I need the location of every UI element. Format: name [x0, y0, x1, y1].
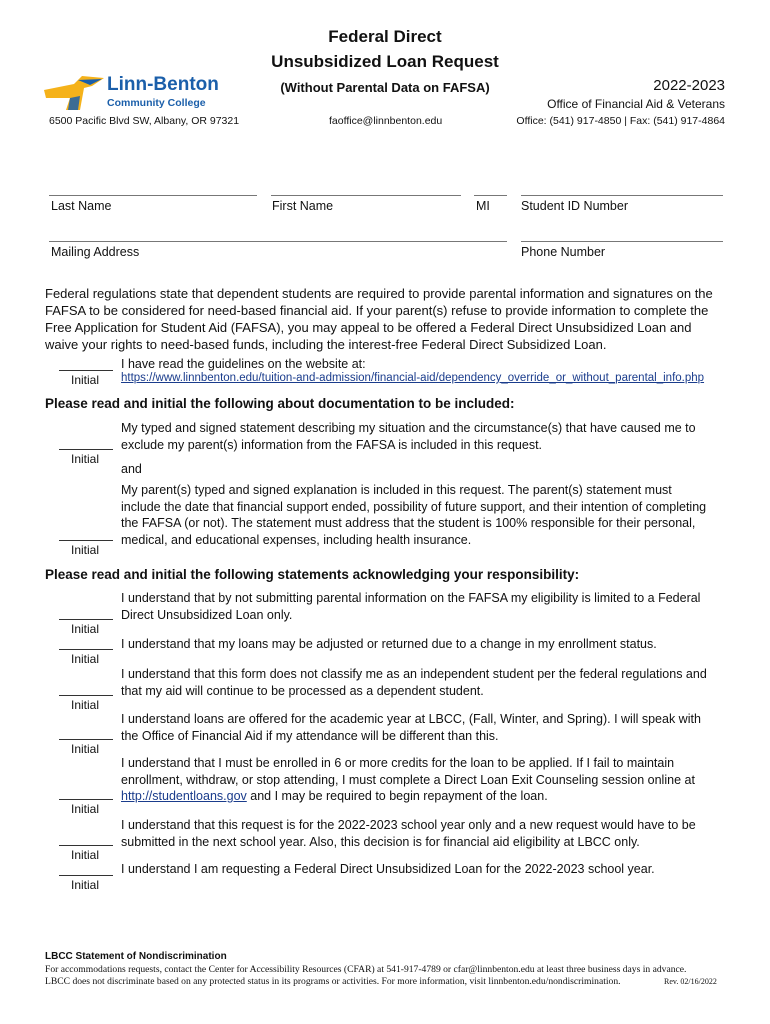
statement-line: I understand that this form does not classify me as an independent student per the federal regulations and	[121, 667, 707, 681]
mailing-address-line[interactable]	[49, 241, 507, 242]
revision-date: Rev. 02/16/2022	[664, 977, 717, 986]
initial-label: Initial	[71, 622, 100, 636]
statement-line: submitted in the next school year. Also, this decision is for financial aid eligibility at LBCC only.	[121, 834, 640, 849]
statement-line: enrollment, withdraw, or stop attending, I must complete a Direct Loan Exit Counseling session online at	[121, 772, 695, 787]
statement-line: I understand that by not submitting parental information on the FAFSA my eligibility is limited to a Federal	[121, 591, 701, 605]
logo-name: Linn-Benton	[107, 74, 219, 95]
initial-label: Initial	[71, 373, 100, 387]
phone-line[interactable]	[521, 241, 723, 242]
first-name-label: First Name	[272, 199, 334, 213]
doc-item-line: medical, and educational expenses, including health insurance.	[121, 532, 472, 547]
initial-line-s3[interactable]	[59, 695, 113, 696]
initial-label: Initial	[71, 878, 100, 892]
doc-item-line: include the date that financial support ended, possibility of future support, and their intention of completing	[121, 499, 707, 514]
statement-4	[121, 711, 731, 744]
statement-line: I understand that this request is for the 2022-2023 school year only and a new request would have to be	[121, 818, 696, 832]
guidelines-link[interactable]: https://www.linnbenton.edu/tuition-and-admission/financial-aid/dependency_override_or_without_parental_info.php	[121, 372, 705, 384]
statement-line: I understand that I must be enrolled in 6 or more credits for the loan to be applied. If I fail to maintain	[121, 756, 675, 770]
initial-label: Initial	[71, 802, 100, 816]
initial-line-s6[interactable]	[59, 845, 113, 846]
initial-label: Initial	[71, 543, 100, 557]
statement-line-rest: and I may be required to begin repayment of the loan.	[246, 789, 548, 803]
first-name-line[interactable]	[271, 195, 461, 196]
statement-2: I understand that my loans may be adjusted or returned due to a change in my enrollment status.	[121, 637, 657, 651]
statement-line	[121, 788, 731, 805]
statement-1	[121, 590, 731, 623]
initial-line-s7[interactable]	[59, 875, 113, 876]
initial-line-doc2[interactable]	[59, 540, 113, 541]
student-id-line[interactable]	[521, 195, 723, 196]
guidelines-text: I have read the guidelines on the website at:	[121, 357, 366, 371]
and-text: and	[121, 462, 142, 476]
studentloans-link[interactable]: http://studentloans.gov	[121, 789, 247, 803]
statement-3	[121, 666, 731, 699]
statement-line: Direct Unsubsidized Loan only.	[121, 607, 293, 622]
form-title-line1: Federal Direct	[328, 27, 442, 46]
footer-heading: LBCC Statement of Nondiscrimination	[45, 951, 227, 962]
footer-line1: For accommodations requests, contact the Center for Accessibility Resources (CFAR) at 541-917-4789 or cfar@linnbenton.edu at least three business days in advance.	[45, 964, 687, 975]
initial-line-s1[interactable]	[59, 619, 113, 620]
phone-label: Phone Number	[521, 245, 606, 259]
doc-item-line: exclude my parent(s) information from the FAFSA is included in this request.	[121, 437, 543, 452]
section1-heading: Please read and initial the following about documentation to be included:	[45, 396, 515, 411]
office-name: Office of Financial Aid & Veterans	[547, 97, 725, 111]
doc-item-line: My typed and signed statement describing my situation and the circumstance(s) that have caused me to	[121, 421, 696, 435]
intro-line: waive your rights to need-based funds, including the interest-free Federal Direct Subsidized Loan.	[45, 337, 607, 352]
initial-label: Initial	[71, 652, 100, 666]
statement-line: that my aid will continue to be processed as a dependent student.	[121, 683, 484, 698]
statement-line: I understand loans are offered for the academic year at LBCC, (Fall, Winter, and Spring). I will speak with	[121, 712, 701, 726]
logo-subtitle: Community College	[107, 97, 206, 109]
intro-paragraph	[45, 285, 735, 353]
initial-line-doc1[interactable]	[59, 449, 113, 450]
college-address: 6500 Pacific Blvd SW, Albany, OR 97321	[49, 115, 240, 127]
initial-line-guidelines[interactable]	[59, 370, 113, 371]
initial-label: Initial	[71, 452, 100, 466]
last-name-label: Last Name	[51, 199, 112, 213]
form-title-line2: Unsubsidized Loan Request	[271, 52, 499, 71]
roadrunner-logo-icon	[44, 76, 106, 110]
initial-label: Initial	[71, 848, 100, 862]
mi-label: MI	[476, 199, 490, 213]
doc-item-2	[121, 482, 731, 548]
statement-line: the Office of Financial Aid if my attendance will be different than this.	[121, 728, 499, 743]
intro-line: Free Application for Student Aid (FAFSA), you may appeal to be offered a Federal Direct Unsubsidized Loan and	[45, 320, 692, 335]
initial-line-s4[interactable]	[59, 739, 113, 740]
mi-line[interactable]	[474, 195, 507, 196]
intro-line: FAFSA to be considered for need-based financial aid. If your parent(s) refuse to provide information to complete the	[45, 303, 709, 318]
college-logo	[44, 76, 244, 112]
initial-label: Initial	[71, 742, 100, 756]
last-name-line[interactable]	[49, 195, 257, 196]
doc-item-line: My parent(s) typed and signed explanation is included in this request. The parent(s) statement must	[121, 483, 672, 497]
initial-label: Initial	[71, 698, 100, 712]
statement-5	[121, 755, 731, 805]
initial-line-s2[interactable]	[59, 649, 113, 650]
footer-line2: LBCC does not discriminate based on any protected status in its programs or activities. For more information, visit linnbenton.edu/nondiscrimination.	[45, 976, 621, 987]
doc-item-line: the FAFSA (or not). The statement must address that the student is 100% responsible for their personal,	[121, 516, 696, 530]
office-email: faoffice@linnbenton.edu	[329, 115, 443, 127]
doc-item-1	[121, 420, 731, 453]
form-subtitle: (Without Parental Data on FAFSA)	[280, 80, 490, 95]
office-phone-fax: Office: (541) 917-4850 | Fax: (541) 917-4864	[516, 115, 725, 127]
school-year: 2022-2023	[653, 77, 725, 94]
intro-line: Federal regulations state that dependent students are required to provide parental information and signatures on the	[45, 286, 713, 301]
initial-line-s5[interactable]	[59, 799, 113, 800]
mailing-address-label: Mailing Address	[51, 245, 140, 259]
section2-heading: Please read and initial the following statements acknowledging your responsibility:	[45, 567, 580, 582]
statement-7: I understand I am requesting a Federal Direct Unsubsidized Loan for the 2022-2023 school year.	[121, 862, 655, 876]
statement-6	[121, 817, 731, 850]
student-id-label: Student ID Number	[521, 199, 628, 213]
